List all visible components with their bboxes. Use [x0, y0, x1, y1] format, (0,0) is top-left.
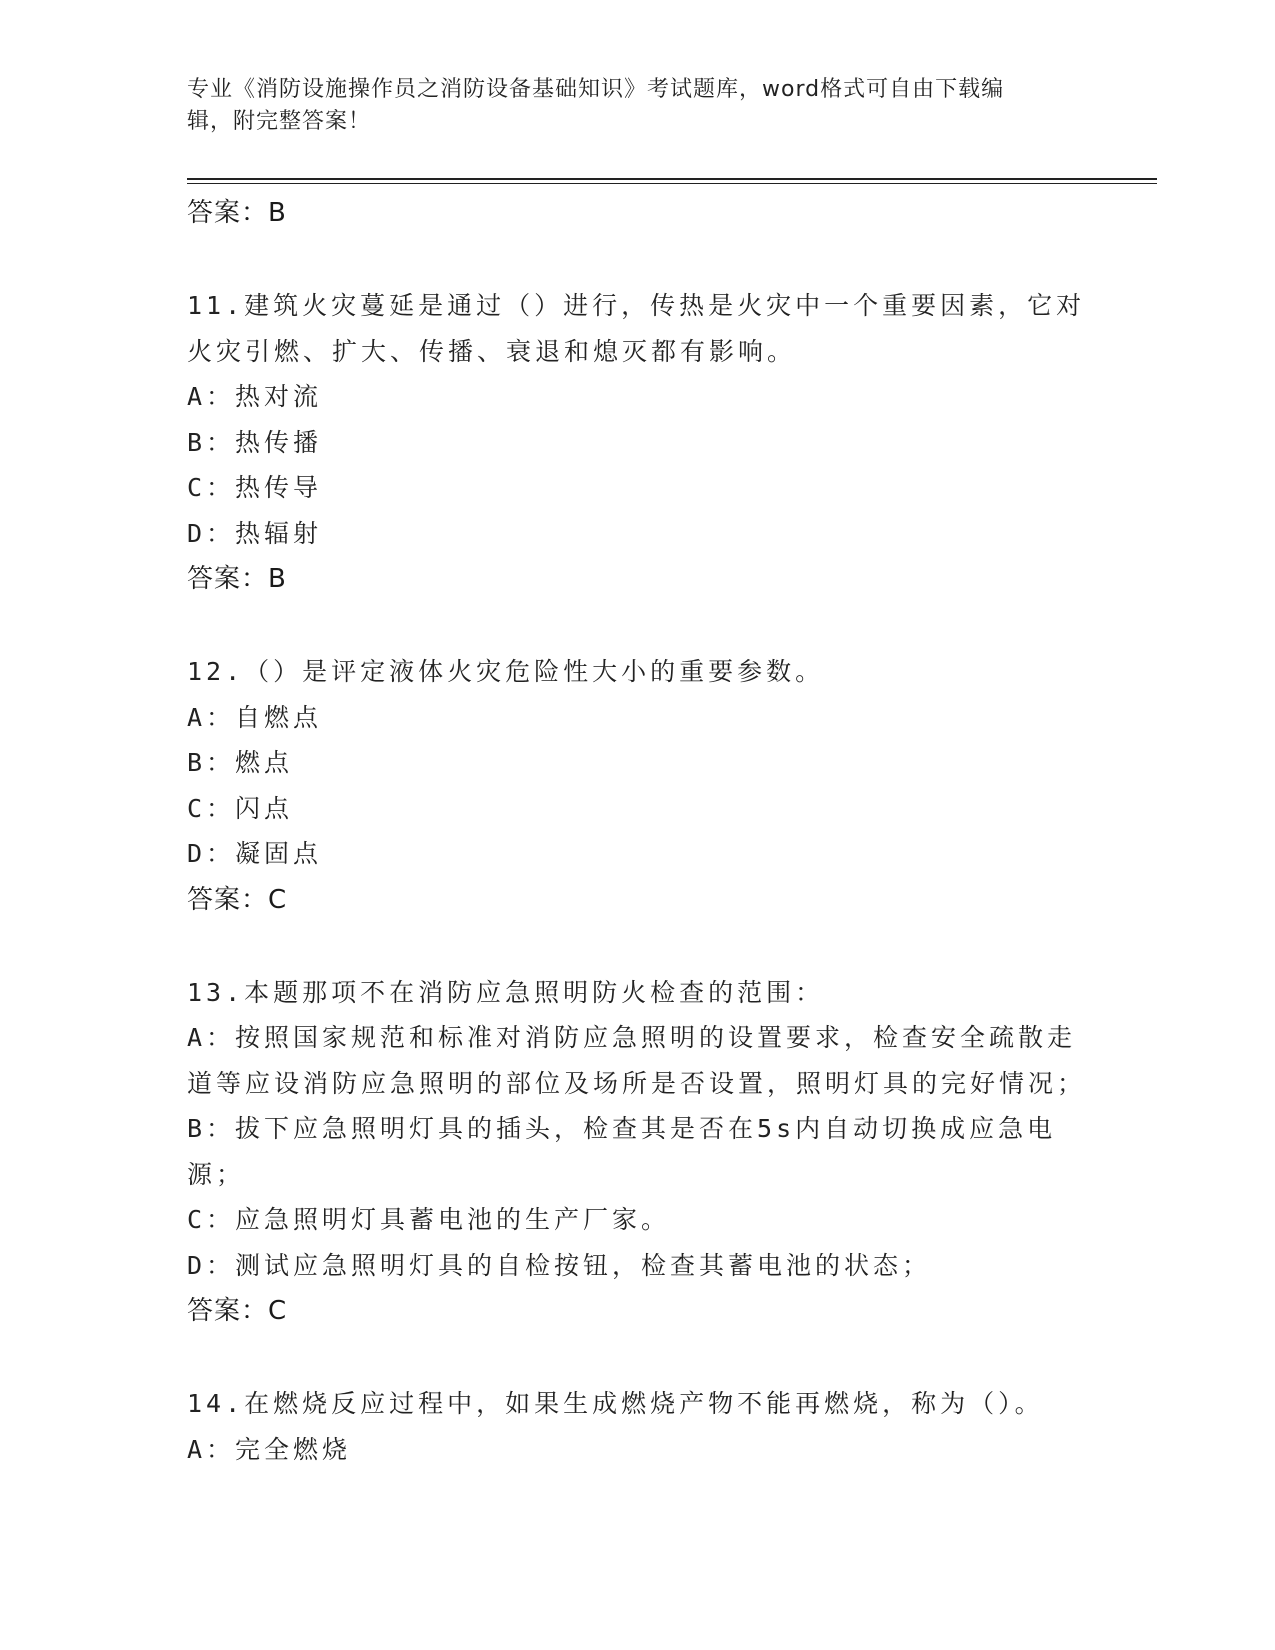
question-12-option-a: A：自燃点 [187, 702, 323, 732]
question-11-line-2: 火灾引燃、扩大、传播、衰退和熄灭都有影响。 [187, 336, 797, 366]
question-11-option-c: C：热传导 [187, 473, 323, 502]
question-block-13 [187, 970, 1087, 1335]
question-13-option-b-line-1: B：拔下应急照明灯具的插头，检查其是否在5s内自动切换成应急电 [187, 1114, 1057, 1143]
question-13-line-1: 13.本题那项不在消防应急照明防火检查的范围： [187, 977, 825, 1007]
question-12-option-b: B：燃点 [187, 748, 294, 777]
question-11-option-a: A：热对流 [187, 382, 323, 411]
question-13-option-c: C：应急照明灯具蓄电池的生产厂家。 [187, 1205, 671, 1234]
question-14-line-1: 14.在燃烧反应过程中，如果生成燃烧产物不能再燃烧，称为（）。 [187, 1389, 1044, 1418]
question-11-option-b: B：热传播 [187, 427, 323, 457]
question-13-option-a-line-1: A：按照国家规范和标准对消防应急照明的设置要求，检查安全疏散走 [187, 1023, 1077, 1052]
question-13-option-d: D：测试应急照明灯具的自检按钮，检查其蓄电池的状态； [187, 1250, 932, 1280]
question-12-answer: 答案：C [187, 884, 288, 915]
header-divider-thick [187, 178, 1157, 180]
question-block-14 [187, 1381, 1087, 1472]
document-header [187, 74, 1087, 138]
header-divider-thin [187, 183, 1157, 184]
question-12-option-d: D：凝固点 [187, 839, 323, 868]
question-12-line-1: 12.（）是评定液体火灾危险性大小的重要参数。 [187, 657, 825, 686]
question-11-option-d: D：热辐射 [187, 518, 323, 548]
question-11-line-1: 11.建筑火灾蔓延是通过（）进行，传热是火灾中一个重要因素，它对 [187, 291, 1086, 320]
question-13-option-a-line-2: 道等应设消防应急照明的部位及场所是否设置，照明灯具的完好情况； [187, 1068, 1087, 1098]
question-12-option-c: C：闪点 [187, 793, 294, 823]
answer-previous: 答案：B [187, 198, 287, 228]
question-content [187, 190, 1087, 1472]
question-block-11 [187, 283, 1087, 602]
question-block-12 [187, 649, 1087, 923]
question-11-answer: 答案：B [187, 564, 287, 594]
question-13-answer: 答案：C [187, 1296, 288, 1326]
question-13-option-b-line-2: 源； [187, 1159, 246, 1189]
question-14-option-a: A：完全燃烧 [187, 1434, 352, 1464]
header-line-1: 专业《消防设施操作员之消防设备基础知识》考试题库，word格式可自由下载编 [187, 77, 1005, 102]
header-line-2: 辑，附完整答案！ [187, 109, 372, 134]
